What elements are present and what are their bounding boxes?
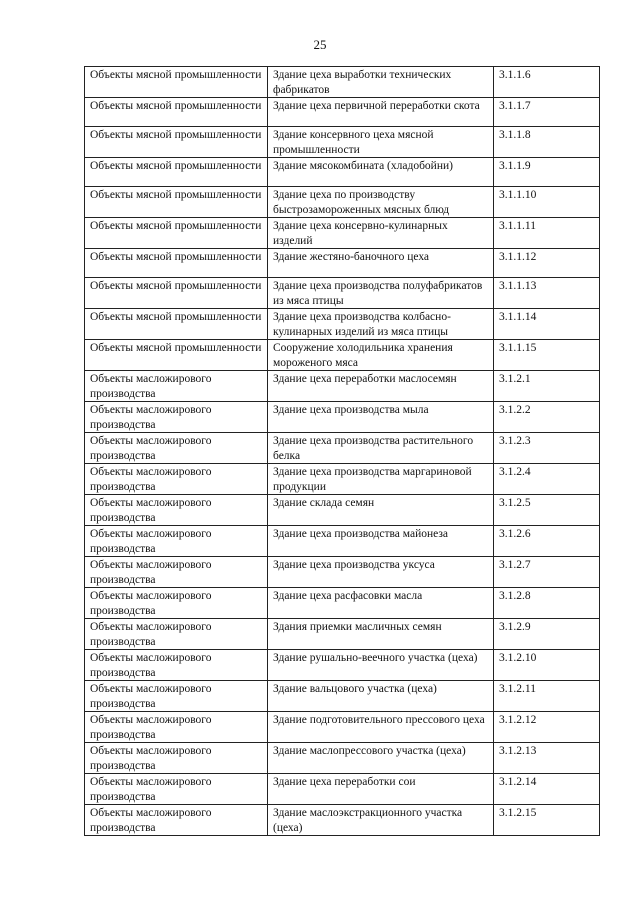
objects-table [84,66,600,836]
object-cell: Здание маслоэкстракционного участка (цеха) [268,805,494,836]
table-row [85,588,600,619]
object-cell: Здание цеха производства майонеза [268,526,494,557]
category-cell: Объекты масложирового производства [85,371,268,402]
category-cell: Объекты масложирового производства [85,743,268,774]
table-row [85,650,600,681]
object-cell: Здание цеха первичной переработки скота [268,98,494,127]
code-cell: 3.1.1.7 [494,98,600,127]
table-row [85,805,600,836]
object-cell: Здание цеха выработки технических фабрикатов [268,67,494,98]
code-cell: 3.1.1.13 [494,278,600,309]
category-cell: Объекты мясной промышленности [85,249,268,278]
code-cell: 3.1.2.15 [494,805,600,836]
code-cell: 3.1.2.2 [494,402,600,433]
code-cell: 3.1.2.4 [494,464,600,495]
category-cell: Объекты мясной промышленности [85,127,268,158]
table-row [85,309,600,340]
table-row [85,98,600,127]
category-cell: Объекты масложирового производства [85,495,268,526]
category-cell: Объекты мясной промышленности [85,278,268,309]
object-cell: Сооружение холодильника хранения мороженого мяса [268,340,494,371]
code-cell: 3.1.2.9 [494,619,600,650]
page-number: 25 [313,37,327,52]
object-cell: Здание жестяно-баночного цеха [268,249,494,278]
table-row [85,464,600,495]
code-cell: 3.1.1.10 [494,187,600,218]
object-cell: Здание цеха производства уксуса [268,557,494,588]
category-cell: Объекты масложирового производства [85,402,268,433]
object-cell: Здание консервного цеха мясной промышленности [268,127,494,158]
table-row [85,619,600,650]
table-row [85,127,600,158]
table-row [85,774,600,805]
category-cell: Объекты мясной промышленности [85,158,268,187]
category-cell: Объекты масложирового производства [85,619,268,650]
object-cell: Здание вальцового участка (цеха) [268,681,494,712]
code-cell: 3.1.2.11 [494,681,600,712]
code-cell: 3.1.2.12 [494,712,600,743]
code-cell: 3.1.1.6 [494,67,600,98]
table-row [85,557,600,588]
code-cell: 3.1.2.14 [494,774,600,805]
table-row [85,249,600,278]
code-cell: 3.1.2.5 [494,495,600,526]
category-cell: Объекты масложирового производства [85,774,268,805]
object-cell: Здание цеха производства полуфабрикатов из мяса птицы [268,278,494,309]
category-cell: Объекты мясной промышленности [85,309,268,340]
category-cell: Объекты масложирового производства [85,588,268,619]
code-cell: 3.1.2.13 [494,743,600,774]
table-row [85,743,600,774]
code-cell: 3.1.1.8 [494,127,600,158]
table-row [85,402,600,433]
object-cell: Здание цеха консервно-кулинарных изделий [268,218,494,249]
table-row [85,187,600,218]
table-row [85,371,600,402]
category-cell: Объекты мясной промышленности [85,98,268,127]
object-cell: Здание цеха переработки маслосемян [268,371,494,402]
code-cell: 3.1.2.3 [494,433,600,464]
code-cell: 3.1.1.14 [494,309,600,340]
table-row [85,681,600,712]
object-cell: Здание цеха переработки сои [268,774,494,805]
category-cell: Объекты масложирового производства [85,681,268,712]
object-cell: Здание цеха расфасовки масла [268,588,494,619]
object-cell: Здание цеха производства мыла [268,402,494,433]
object-cell: Здание маслопрессового участка (цеха) [268,743,494,774]
category-cell: Объекты масложирового производства [85,805,268,836]
table-row [85,67,600,98]
table-row [85,158,600,187]
table-row [85,712,600,743]
code-cell: 3.1.1.15 [494,340,600,371]
table-body [85,67,600,836]
object-cell: Здание рушально-веечного участка (цеха) [268,650,494,681]
table-row [85,218,600,249]
category-cell: Объекты мясной промышленности [85,340,268,371]
table-row [85,278,600,309]
category-cell: Объекты масложирового производства [85,557,268,588]
object-cell: Здание подготовительного прессового цеха [268,712,494,743]
category-cell: Объекты масложирового производства [85,526,268,557]
code-cell: 3.1.1.12 [494,249,600,278]
table-row [85,433,600,464]
category-cell: Объекты мясной промышленности [85,218,268,249]
object-cell: Здания приемки масличных семян [268,619,494,650]
category-cell: Объекты мясной промышленности [85,187,268,218]
object-cell: Здание склада семян [268,495,494,526]
object-cell: Здание цеха производства колбасно-кулинарных изделий из мяса птицы [268,309,494,340]
code-cell: 3.1.1.11 [494,218,600,249]
category-cell: Объекты мясной промышленности [85,67,268,98]
code-cell: 3.1.2.1 [494,371,600,402]
table-row [85,526,600,557]
code-cell: 3.1.2.7 [494,557,600,588]
object-cell: Здание мясокомбината (хладобойни) [268,158,494,187]
category-cell: Объекты масложирового производства [85,712,268,743]
table-row [85,495,600,526]
code-cell: 3.1.2.6 [494,526,600,557]
category-cell: Объекты масложирового производства [85,650,268,681]
category-cell: Объекты масложирового производства [85,433,268,464]
object-cell: Здание цеха по производству быстрозамороженных мясных блюд [268,187,494,218]
category-cell: Объекты масложирового производства [85,464,268,495]
code-cell: 3.1.1.9 [494,158,600,187]
code-cell: 3.1.2.8 [494,588,600,619]
code-cell: 3.1.2.10 [494,650,600,681]
object-cell: Здание цеха производства растительного белка [268,433,494,464]
object-cell: Здание цеха производства маргариновой продукции [268,464,494,495]
table-row [85,340,600,371]
